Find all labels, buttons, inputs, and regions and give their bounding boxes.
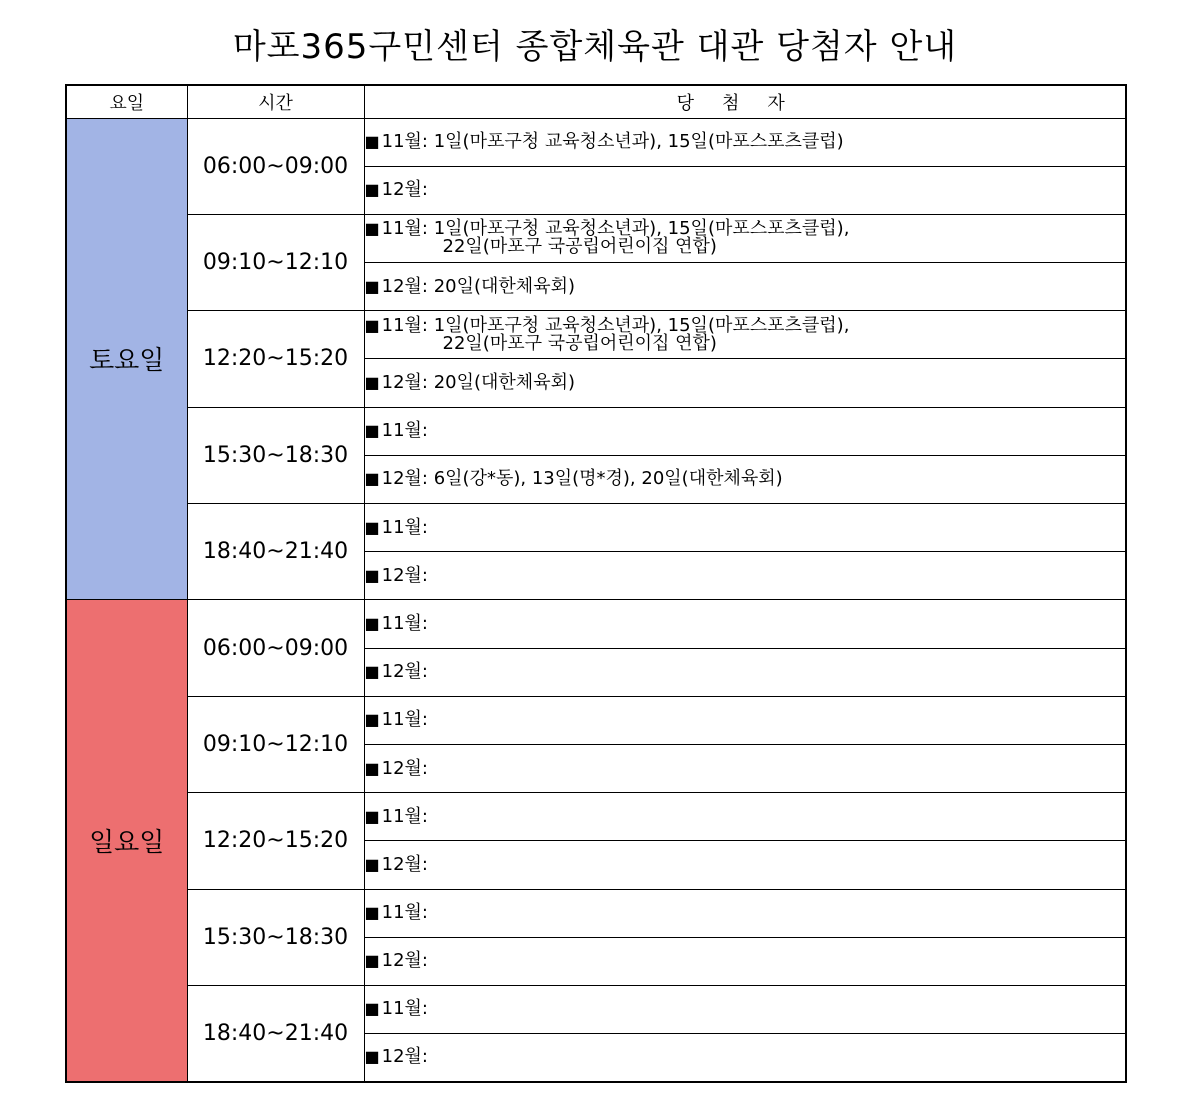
day-label: 일요일 [66,600,187,1082]
winner-entry [364,841,1126,889]
winner-text: 1일(마포구청 교육청소년과), 15일(마포스포츠클럽), [433,218,850,240]
time-slot: 12:20~15:20 [187,311,364,407]
winner-entry [364,1034,1126,1082]
square-bullet-icon: ■ [364,315,380,335]
month-label: 11월: [381,998,428,1020]
winner-entry [364,552,1126,600]
square-bullet-icon: ■ [364,710,380,730]
square-bullet-icon: ■ [364,951,380,971]
table-row [66,985,1126,1033]
month-label: 11월: [381,612,428,634]
winner-entry [364,889,1126,937]
month-label: 11월: [381,314,428,336]
time-slot: 15:30~18:30 [187,889,364,985]
table-row [66,504,1126,552]
month-label: 11월: [381,902,428,924]
winner-text-continued: 22일(마포구 국공립어린이집 연합) [442,332,717,354]
winner-entry [364,696,1126,744]
month-label: 12월: [381,950,428,972]
month-label: 12월: [381,468,428,490]
schedule-table [65,84,1127,1083]
page-title: 마포365구민센터 종합체육관 대관 당첨자 안내 [232,27,958,67]
time-slot: 09:10~12:10 [187,214,364,310]
month-label: 11월: [381,131,428,153]
time-slot: 18:40~21:40 [187,504,364,600]
table-row [66,889,1126,937]
month-label: 12월: [381,661,428,683]
month-label: 12월: [381,757,428,779]
header-row [66,85,1126,118]
square-bullet-icon: ■ [364,1047,380,1067]
winner-entry [364,407,1126,455]
winner-entry [364,359,1126,407]
time-slot: 06:00~09:00 [187,118,364,214]
month-label: 12월: [381,1046,428,1068]
day-label: 토요일 [66,118,187,600]
square-bullet-icon: ■ [364,903,380,923]
square-bullet-icon: ■ [364,806,380,826]
square-bullet-icon: ■ [364,180,380,200]
square-bullet-icon: ■ [364,219,380,239]
winner-text: 20일(대한체육회) [433,275,575,297]
winner-entry [364,937,1126,985]
winner-entry [364,600,1126,648]
square-bullet-icon: ■ [364,517,380,537]
table-row [66,407,1126,455]
square-bullet-icon: ■ [364,758,380,778]
header-time: 시간 [187,85,364,118]
table-row [66,696,1126,744]
winner-entry [364,504,1126,552]
winner-entry [364,214,1126,262]
winner-entry [364,166,1126,214]
winner-text: 20일(대한체육회) [433,372,575,394]
winner-entry [364,118,1126,166]
square-bullet-icon: ■ [364,132,380,152]
table-row [66,600,1126,648]
table-row [66,118,1126,166]
square-bullet-icon: ■ [364,469,380,489]
month-label: 11월: [381,218,428,240]
winner-text: 1일(마포구청 교육청소년과), 15일(마포스포츠클럽) [433,131,844,153]
header-day: 요일 [66,85,187,118]
month-label: 12월: [381,275,428,297]
schedule-body [66,118,1126,1082]
square-bullet-icon: ■ [364,421,380,441]
month-label: 11월: [381,420,428,442]
square-bullet-icon: ■ [364,854,380,874]
month-label: 12월: [381,564,428,586]
table-row [66,214,1126,262]
month-label: 11월: [381,805,428,827]
time-slot: 06:00~09:00 [187,600,364,696]
winner-text: 1일(마포구청 교육청소년과), 15일(마포스포츠클럽), [433,314,850,336]
time-slot: 12:20~15:20 [187,793,364,889]
winner-entry [364,455,1126,503]
square-bullet-icon: ■ [364,613,380,633]
winner-entry [364,311,1126,359]
square-bullet-icon: ■ [364,662,380,682]
table-row [66,311,1126,359]
month-label: 12월: [381,372,428,394]
winner-entry [364,648,1126,696]
winner-entry [364,263,1126,311]
month-label: 11월: [381,516,428,538]
time-slot: 09:10~12:10 [187,696,364,792]
winner-text: 6일(강*동), 13일(명*경), 20일(대한체육회) [433,468,783,490]
winner-text-continued: 22일(마포구 국공립어린이집 연합) [442,236,717,258]
month-label: 12월: [381,179,428,201]
winner-entry [364,985,1126,1033]
square-bullet-icon: ■ [364,999,380,1019]
winner-entry [364,793,1126,841]
square-bullet-icon: ■ [364,276,380,296]
month-label: 11월: [381,709,428,731]
winner-entry [364,744,1126,792]
header-winners: 당첨자 [364,85,1126,118]
square-bullet-icon: ■ [364,373,380,393]
time-slot: 18:40~21:40 [187,985,364,1081]
month-label: 12월: [381,853,428,875]
square-bullet-icon: ■ [364,565,380,585]
table-row [66,793,1126,841]
time-slot: 15:30~18:30 [187,407,364,503]
